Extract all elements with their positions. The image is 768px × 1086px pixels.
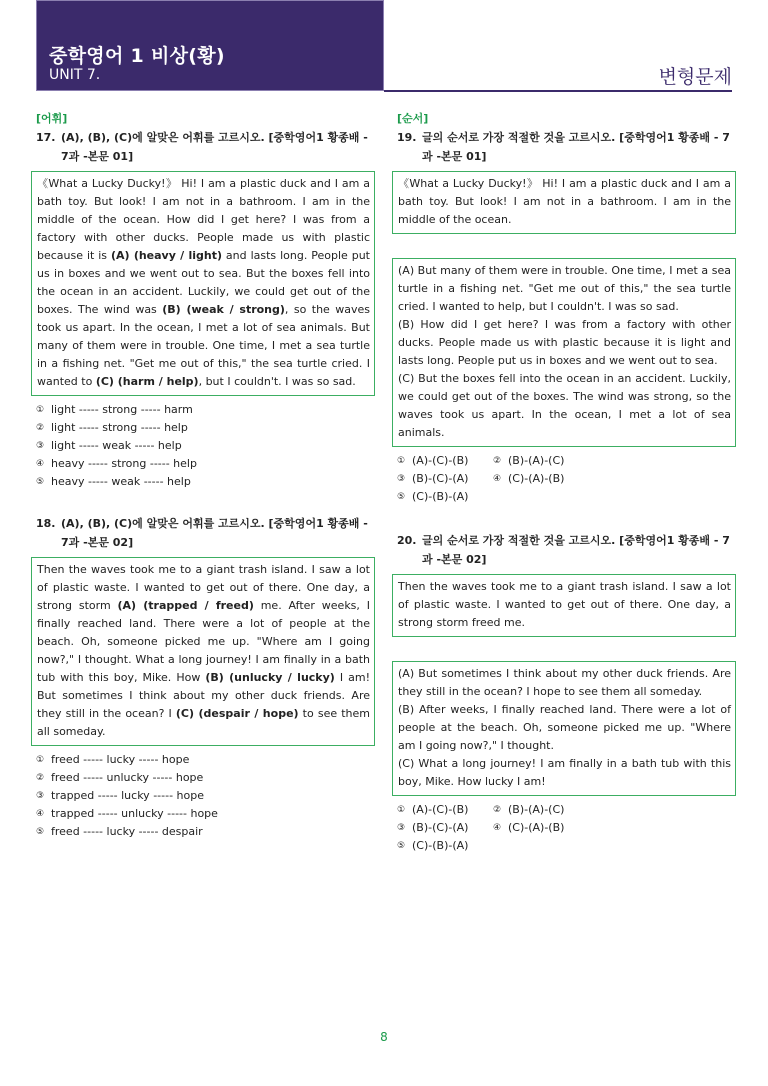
answer-option[interactable]: [36, 401, 375, 419]
option-text: freed ----- unlucky ----- hope: [51, 771, 204, 784]
ordered-paragraphs-20: [392, 661, 736, 796]
option-number: ③: [397, 823, 406, 833]
unit-label: UNIT 7.: [49, 67, 101, 83]
passage-segment: , so the waves took us apart. In the ocean, I met a lot of sea animals. But many of them were in trouble. One time, I met a sea turtle in a fishing net. "Get me out of this," the sea turtle cried. I wanted to: [37, 303, 370, 388]
passage-18: [31, 557, 375, 746]
answer-option[interactable]: [397, 470, 493, 488]
option-number: ②: [493, 805, 502, 815]
answer-option[interactable]: [397, 819, 493, 837]
intro-passage-20: [392, 574, 736, 637]
option-number: ①: [36, 755, 45, 765]
question-number: 17.: [36, 131, 56, 144]
answer-option[interactable]: [493, 452, 613, 470]
option-number: ①: [36, 405, 45, 415]
textbook-title: 중학영어 1 비상(황): [49, 45, 225, 67]
answer-option[interactable]: [397, 837, 493, 855]
intro-text: 《What a Lucky Ducky!》 Hi! I am a plastic duck and I am a bath toy. But look! I am not in a bathroom. I am in the middle of the ocean.: [398, 177, 731, 226]
blank-choice: (B) (weak / strong): [162, 303, 285, 316]
option-number: ①: [397, 456, 406, 466]
answer-option[interactable]: [36, 751, 375, 769]
header-banner: [36, 0, 384, 91]
option-number: ④: [493, 823, 502, 833]
option-text: (C)-(A)-(B): [508, 472, 565, 485]
blank-choice: (A) (trapped / freed): [117, 599, 254, 612]
answer-option[interactable]: [36, 823, 375, 841]
paragraph-b: (B) How did I get here? I was from a factory with other ducks. People made us with plastic because it is light and lasts long. People put us in boxes and we went out to sea.: [398, 318, 731, 367]
passage-segment: me. After weeks, I finally reached land. There were a lot of people at the beach. Oh, someone picked me up. "Where am I going now?," I thought. What a long journey! I am finally in a bath tub with this boy, Mike. How: [37, 599, 370, 684]
option-text: heavy ----- weak ----- help: [51, 475, 191, 488]
option-number: ②: [493, 456, 502, 466]
answer-option[interactable]: [397, 801, 493, 819]
question-text: 글의 순서로 가장 적절한 것을 고르시오. [중학영어1 황종배 - 7과 -본문 02]: [422, 534, 730, 566]
passage-text: [37, 175, 370, 391]
passage-17: [31, 171, 375, 396]
passage-segment: to see them all someday.: [37, 707, 370, 738]
answer-option[interactable]: [493, 801, 613, 819]
answer-option[interactable]: [36, 455, 375, 473]
paragraph-c: (C) But the boxes fell into the ocean in an accident. Luckily, we could get out of the boxes. The wind was strong, so the waves took us apart. In the ocean, I met a lot of sea animals.: [398, 372, 731, 439]
intro-passage-19: [392, 171, 736, 234]
answer-option[interactable]: [493, 470, 613, 488]
option-text: freed ----- lucky ----- hope: [51, 753, 190, 766]
answer-option[interactable]: [397, 488, 493, 506]
option-text: (B)-(C)-(A): [412, 472, 469, 485]
passage-segment: Then the waves took me to a giant trash island. I saw a lot of plastic waste. I wanted to get out of there. One day, a strong storm: [37, 563, 370, 612]
passage-segment: I am! But sometimes I think about my other duck friends. Are they still in the ocean? I: [37, 671, 370, 720]
blank-choice: (B) (unlucky / lucky): [205, 671, 335, 684]
page-number: 8: [380, 1030, 388, 1044]
option-text: (A)-(C)-(B): [412, 803, 469, 816]
answer-option[interactable]: [397, 452, 493, 470]
option-text: (C)-(B)-(A): [412, 490, 469, 503]
option-number: ③: [36, 791, 45, 801]
answer-option[interactable]: [36, 437, 375, 455]
option-text: heavy ----- strong ----- help: [51, 457, 197, 470]
intro-text: Then the waves took me to a giant trash island. I saw a lot of plastic waste. I wanted to get out of there. One day, a strong storm freed me.: [398, 580, 731, 629]
option-text: trapped ----- unlucky ----- hope: [51, 807, 218, 820]
option-number: ②: [36, 773, 45, 783]
answer-option[interactable]: [36, 787, 375, 805]
option-number: ⑤: [397, 841, 406, 851]
passage-segment: , but I couldn't. I was so sad.: [198, 375, 356, 388]
paragraph-c: (C) What a long journey! I am finally in a bath tub with this boy, Mike. How lucky I am!: [398, 757, 731, 788]
passage-segment: and lasts long. People put us in boxes and we went out to sea. But the boxes fell into the ocean in an accident. Luckily, we could get out of the boxes. The wind was: [37, 249, 370, 316]
question-17: [31, 128, 375, 166]
paragraph-a: (A) But sometimes I think about my other duck friends. Are they still in the ocean? I hope to see them all someday.: [398, 667, 731, 698]
question-18: [31, 514, 375, 552]
option-text: (B)-(C)-(A): [412, 821, 469, 834]
question-text: (A), (B), (C)에 알맞은 어휘를 고르시오. [중학영어1 황종배 - 7과 -본문 02]: [61, 517, 368, 549]
option-text: (C)-(B)-(A): [412, 839, 469, 852]
answer-option[interactable]: [493, 819, 613, 837]
right-column: [392, 110, 736, 855]
option-text: (A)-(C)-(B): [412, 454, 469, 467]
option-text: (C)-(A)-(B): [508, 821, 565, 834]
answer-option[interactable]: [36, 473, 375, 491]
options-17: [31, 401, 375, 491]
option-text: trapped ----- lucky ----- hope: [51, 789, 204, 802]
paragraph-b: (B) After weeks, I finally reached land. There were a lot of people at the beach. Oh, someone picked me up. "Where am I going now?," I thought.: [398, 703, 731, 752]
option-text: (B)-(A)-(C): [508, 454, 565, 467]
option-number: ⑤: [36, 827, 45, 837]
option-number: ②: [36, 423, 45, 433]
worksheet-type: 변형문제: [658, 66, 732, 88]
options-18: [31, 751, 375, 841]
question-number: 20.: [397, 534, 417, 547]
ordered-paragraphs-19: [392, 258, 736, 447]
question-number: 19.: [397, 131, 417, 144]
paragraph-a: (A) But many of them were in trouble. One time, I met a sea turtle in a fishing net. "Get me out of this," the sea turtle cried. I wanted to help, but I couldn't. I was so sad.: [398, 264, 731, 313]
option-number: ③: [36, 441, 45, 451]
passage-text: [37, 561, 370, 741]
blank-choice: (C) (harm / help): [95, 375, 199, 388]
question-19: [392, 128, 736, 166]
option-number: ④: [493, 474, 502, 484]
answer-option[interactable]: [36, 769, 375, 787]
question-text: 글의 순서로 가장 적절한 것을 고르시오. [중학영어1 황종배 - 7과 -본문 01]: [422, 131, 730, 163]
option-text: light ----- weak ----- help: [51, 439, 182, 452]
question-text: (A), (B), (C)에 알맞은 어휘를 고르시오. [중학영어1 황종배 - 7과 -본문 01]: [61, 131, 368, 163]
option-number: ④: [36, 809, 45, 819]
options-20: [392, 801, 736, 855]
answer-option[interactable]: [36, 805, 375, 823]
left-column: [31, 110, 375, 841]
option-number: ⑤: [397, 492, 406, 502]
answer-option[interactable]: [36, 419, 375, 437]
passage-segment: 《What a Lucky Ducky!》 Hi! I am a plastic duck and I am a bath toy. But look! I am not in a bathroom. I am in the middle of the ocean. How did I get here? I was from a factory with other ducks. People made us with plastic because it is: [37, 177, 370, 262]
blank-choice: (A) (heavy / light): [110, 249, 222, 262]
section-tag-order: [순서]: [397, 112, 429, 125]
option-number: ③: [397, 474, 406, 484]
option-text: light ----- strong ----- help: [51, 421, 188, 434]
option-number: ①: [397, 805, 406, 815]
section-tag-vocab: [어휘]: [36, 112, 68, 125]
question-20: [392, 531, 736, 569]
options-19: [392, 452, 736, 506]
option-number: ④: [36, 459, 45, 469]
question-number: 18.: [36, 517, 56, 530]
option-text: (B)-(A)-(C): [508, 803, 565, 816]
option-text: freed ----- lucky ----- despair: [51, 825, 203, 838]
option-number: ⑤: [36, 477, 45, 487]
option-text: light ----- strong ----- harm: [51, 403, 193, 416]
header-divider: [384, 90, 732, 92]
blank-choice: (C) (despair / hope): [175, 707, 299, 720]
